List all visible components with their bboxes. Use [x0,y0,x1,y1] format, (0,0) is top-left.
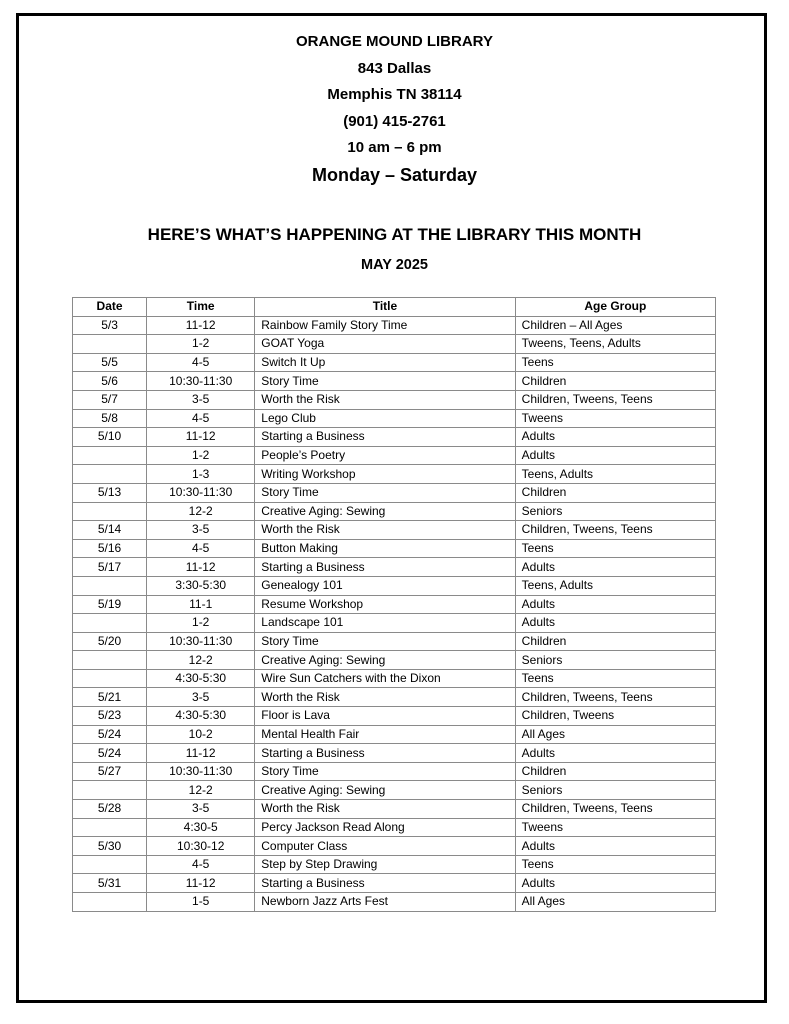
event-date [73,614,147,633]
event-title: Floor is Lava [255,707,515,726]
event-date [73,335,147,354]
event-date: 5/30 [73,837,147,856]
library-phone: (901) 415-2761 [343,112,446,130]
event-age-group: Adults [515,837,715,856]
table-row [73,353,716,372]
event-date: 5/23 [73,707,147,726]
event-time: 4-5 [147,353,255,372]
event-title: Creative Aging: Sewing [255,781,515,800]
table-row [73,446,716,465]
event-time: 11-12 [147,316,255,335]
event-title: Story Time [255,762,515,781]
event-title: Resume Workshop [255,595,515,614]
event-age-group: Teens, Adults [515,576,715,595]
event-date: 5/10 [73,428,147,447]
table-row [73,409,716,428]
table-row [73,762,716,781]
event-date: 5/21 [73,688,147,707]
event-age-group: Adults [515,874,715,893]
event-time: 12-2 [147,502,255,521]
library-hours: 10 am – 6 pm [347,139,442,156]
event-title: Genealogy 101 [255,576,515,595]
event-time: 10:30-11:30 [147,632,255,651]
event-age-group: Adults [515,446,715,465]
event-time: 12-2 [147,651,255,670]
event-age-group: Seniors [515,651,715,670]
event-age-group: Seniors [515,502,715,521]
table-row [73,521,716,540]
table-row [73,335,716,354]
event-date: 5/24 [73,725,147,744]
event-time: 1-2 [147,446,255,465]
table-row [73,837,716,856]
event-age-group: Teens [515,353,715,372]
event-title: Worth the Risk [255,521,515,540]
event-date: 5/17 [73,558,147,577]
event-title: Landscape 101 [255,614,515,633]
event-age-group: Teens [515,855,715,874]
event-time: 11-12 [147,558,255,577]
event-age-group: Children [515,372,715,391]
event-title: Button Making [255,539,515,558]
event-date: 5/20 [73,632,147,651]
event-age-group: Children, Tweens, Teens [515,800,715,819]
event-time: 11-12 [147,744,255,763]
event-date: 5/7 [73,390,147,409]
event-date: 5/3 [73,316,147,335]
event-age-group: Adults [515,428,715,447]
event-date: 5/31 [73,874,147,893]
event-title: GOAT Yoga [255,335,515,354]
event-time: 3-5 [147,800,255,819]
event-age-group: Children [515,632,715,651]
event-time: 4-5 [147,409,255,428]
event-title: Story Time [255,372,515,391]
event-time: 4:30-5:30 [147,707,255,726]
event-time: 3-5 [147,688,255,707]
table-row [73,595,716,614]
event-age-group: Adults [515,558,715,577]
event-date [73,446,147,465]
event-title: Wire Sun Catchers with the Dixon [255,669,515,688]
event-title: Step by Step Drawing [255,855,515,874]
event-age-group: Children, Tweens, Teens [515,390,715,409]
table-row [73,800,716,819]
events-table-body [73,316,716,911]
table-row [73,688,716,707]
event-age-group: Tweens, Teens, Adults [515,335,715,354]
event-age-group: Teens [515,539,715,558]
event-date: 5/27 [73,762,147,781]
event-title: People’s Poetry [255,446,515,465]
table-row [73,390,716,409]
table-row [73,707,716,726]
table-row [73,614,716,633]
table-row [73,893,716,912]
library-city-state-zip: Memphis TN 38114 [327,86,462,103]
event-time: 3:30-5:30 [147,576,255,595]
table-header-row [73,298,716,317]
table-row [73,874,716,893]
event-title: Rainbow Family Story Time [255,316,515,335]
event-title: Lego Club [255,409,515,428]
event-title: Story Time [255,483,515,502]
event-date [73,502,147,521]
event-time: 1-2 [147,614,255,633]
table-row [73,725,716,744]
table-row [73,576,716,595]
event-title: Starting a Business [255,558,515,577]
schedule-month: MAY 2025 [361,257,428,273]
event-age-group: Tweens [515,818,715,837]
table-row [73,483,716,502]
event-date [73,576,147,595]
event-title: Switch It Up [255,353,515,372]
table-row [73,669,716,688]
table-row [73,632,716,651]
event-title: Mental Health Fair [255,725,515,744]
event-time: 12-2 [147,781,255,800]
table-row [73,651,716,670]
event-title: Worth the Risk [255,688,515,707]
event-time: 11-12 [147,428,255,447]
event-date [73,818,147,837]
event-age-group: Children – All Ages [515,316,715,335]
event-time: 3-5 [147,390,255,409]
event-title: Worth the Risk [255,800,515,819]
event-time: 4:30-5:30 [147,669,255,688]
event-age-group: Children, Tweens [515,707,715,726]
event-age-group: All Ages [515,725,715,744]
table-row [73,465,716,484]
event-date: 5/8 [73,409,147,428]
event-date: 5/16 [73,539,147,558]
event-title: Starting a Business [255,874,515,893]
event-title: Creative Aging: Sewing [255,651,515,670]
page-headline: HERE’S WHAT’S HAPPENING AT THE LIBRARY THIS MONTH [147,225,642,244]
event-age-group: Teens, Adults [515,465,715,484]
column-header-title: Title [255,298,515,317]
event-time: 1-5 [147,893,255,912]
event-date [73,893,147,912]
event-time: 4:30-5 [147,818,255,837]
events-table [72,297,716,912]
event-age-group: Seniors [515,781,715,800]
event-age-group: Children, Tweens, Teens [515,521,715,540]
event-title: Creative Aging: Sewing [255,502,515,521]
event-time: 4-5 [147,855,255,874]
event-date: 5/5 [73,353,147,372]
event-date: 5/24 [73,744,147,763]
event-title: Computer Class [255,837,515,856]
table-row [73,372,716,391]
event-title: Starting a Business [255,744,515,763]
table-row [73,781,716,800]
event-age-group: Adults [515,614,715,633]
event-date: 5/14 [73,521,147,540]
table-row [73,316,716,335]
event-time: 3-5 [147,521,255,540]
event-age-group: Children [515,483,715,502]
event-time: 1-3 [147,465,255,484]
event-title: Worth the Risk [255,390,515,409]
event-title: Writing Workshop [255,465,515,484]
library-name: ORANGE MOUND LIBRARY [296,33,493,50]
event-time: 10:30-11:30 [147,483,255,502]
table-row [73,855,716,874]
event-age-group: Tweens [515,409,715,428]
event-age-group: Children, Tweens, Teens [515,688,715,707]
event-date [73,465,147,484]
event-date: 5/19 [73,595,147,614]
column-header-time: Time [147,298,255,317]
event-time: 1-2 [147,335,255,354]
event-date [73,651,147,670]
event-title: Percy Jackson Read Along [255,818,515,837]
event-date: 5/6 [73,372,147,391]
table-row [73,818,716,837]
event-date: 5/28 [73,800,147,819]
table-row [73,539,716,558]
table-row [73,428,716,447]
event-time: 11-1 [147,595,255,614]
event-time: 10:30-12 [147,837,255,856]
table-row [73,744,716,763]
event-time: 11-12 [147,874,255,893]
event-time: 10:30-11:30 [147,762,255,781]
event-date [73,669,147,688]
event-time: 10-2 [147,725,255,744]
table-row [73,558,716,577]
column-header-age-group: Age Group [515,298,715,317]
column-header-date: Date [73,298,147,317]
event-title: Starting a Business [255,428,515,447]
event-age-group: All Ages [515,893,715,912]
event-time: 4-5 [147,539,255,558]
event-age-group: Adults [515,744,715,763]
event-date: 5/13 [73,483,147,502]
event-title: Newborn Jazz Arts Fest [255,893,515,912]
table-row [73,502,716,521]
event-age-group: Adults [515,595,715,614]
event-age-group: Children [515,762,715,781]
library-street-address: 843 Dallas [357,59,432,77]
library-open-days: Monday – Saturday [311,165,478,185]
event-age-group: Teens [515,669,715,688]
event-title: Story Time [255,632,515,651]
event-date [73,781,147,800]
event-time: 10:30-11:30 [147,372,255,391]
event-date [73,855,147,874]
